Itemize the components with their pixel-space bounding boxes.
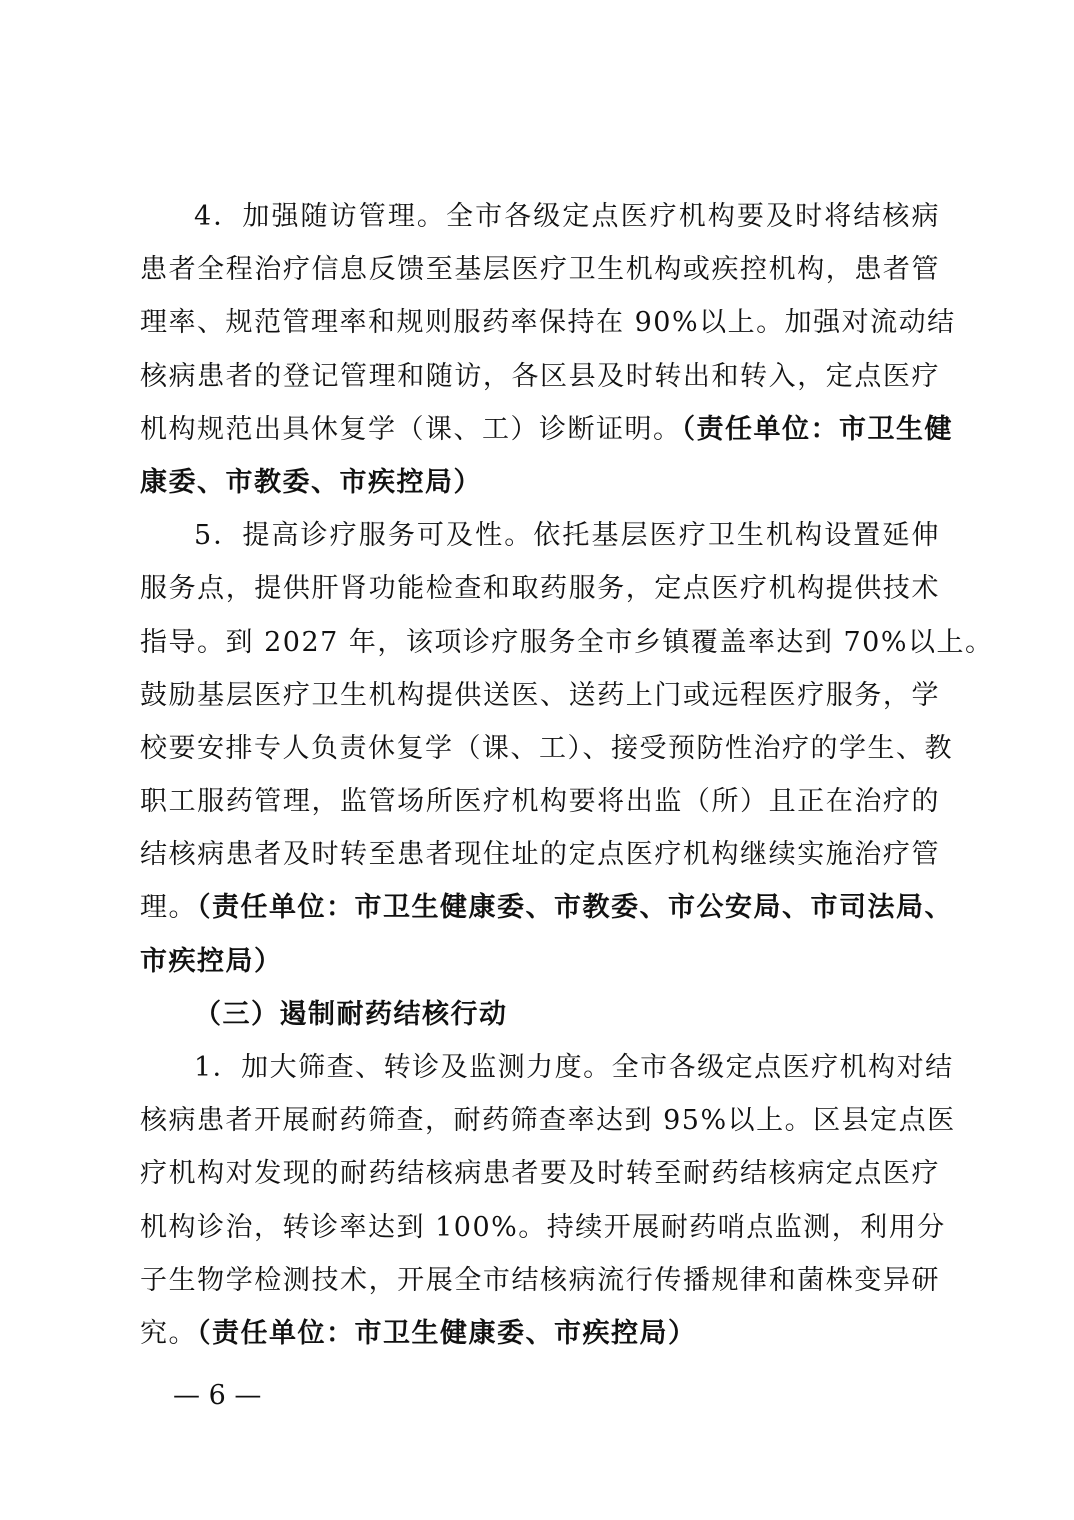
paragraph-4-line-4: 核病患者的登记管理和随访，各区县及时转出和转入，定点医疗 bbox=[140, 360, 940, 392]
paragraph-5-line-7: 结核病患者及时转至患者现住址的定点医疗机构继续实施治疗管 bbox=[140, 839, 940, 871]
paragraph-1-line-6: 究。（责任单位：市卫生健康委、市疾控局） bbox=[140, 1317, 697, 1349]
paragraph-5-line-2: 服务点，提供肝肾功能检查和取药服务，定点医疗机构提供技术 bbox=[140, 573, 940, 605]
paragraph-4-line-5: 机构规范出具休复学（课、工）诊断证明。（责任单位：市卫生健 bbox=[140, 413, 953, 445]
responsibility-note: （责任单位：市卫生健康委、市疾控局） bbox=[197, 1317, 697, 1349]
paragraph-1-line-1: 1．加大筛查、转诊及监测力度。全市各级定点医疗机构对结 bbox=[194, 1052, 954, 1083]
document-body bbox=[140, 190, 994, 1360]
paragraph-5-line-8: 理。（责任单位：市卫生健康委、市教委、市公安局、市司法局、 bbox=[140, 892, 953, 924]
paragraph-4-line-3: 理率、规范管理率和规则服药率保持在 90%以上。加强对流动结 bbox=[140, 307, 956, 339]
responsibility-note: （责任单位：市卫生健康委、市教委、市公安局、市司法局、 bbox=[197, 892, 953, 924]
paragraph-5-line-1: 5．提高诊疗服务可及性。依托基层医疗卫生机构设置延伸 bbox=[194, 520, 940, 552]
responsibility-note: （责任单位：市卫生健 bbox=[681, 413, 953, 445]
responsibility-note: 市疾控局） bbox=[140, 945, 283, 977]
page-number: — 6 — bbox=[173, 1380, 262, 1411]
paragraph-4-line-6 bbox=[140, 456, 940, 509]
paragraph-1-line-5: 子生物学检测技术，开展全市结核病流行传播规律和菌株变异研 bbox=[140, 1264, 940, 1296]
paragraph-5-line-4: 鼓励基层医疗卫生机构提供送医、送药上门或远程医疗服务，学 bbox=[140, 679, 940, 711]
section-heading: （三）遏制耐药结核行动 bbox=[194, 998, 508, 1030]
paragraph-5-line-6: 职工服药管理，监管场所医疗机构要将出监（所）且正在治疗的 bbox=[140, 786, 940, 818]
paragraph-4-line-2: 患者全程治疗信息反馈至基层医疗卫生机构或疾控机构，患者管 bbox=[140, 254, 940, 286]
paragraph-1-line-2: 核病患者开展耐药筛查，耐药筛查率达到 95%以上。区县定点医 bbox=[140, 1105, 956, 1137]
paragraph-5-line-5: 校要安排专人负责休复学（课、工）、接受预防性治疗的学生、教 bbox=[140, 732, 953, 764]
paragraph-5-line-9 bbox=[140, 935, 940, 988]
paragraph-1-line-4: 机构诊治，转诊率达到 100%。持续开展耐药哨点监测，利用分 bbox=[140, 1211, 946, 1243]
paragraph-1-line-3: 疗机构对发现的耐药结核病患者要及时转至耐药结核病定点医疗 bbox=[140, 1158, 940, 1190]
paragraph-4-line-1: 4．加强随访管理。全市各级定点医疗机构要及时将结核病 bbox=[194, 201, 940, 232]
paragraph-5-line-3: 指导。到 2027 年，该项诊疗服务全市乡镇覆盖率达到 70%以上。 bbox=[140, 626, 994, 658]
responsibility-note: 康委、市教委、市疾控局） bbox=[140, 466, 482, 498]
